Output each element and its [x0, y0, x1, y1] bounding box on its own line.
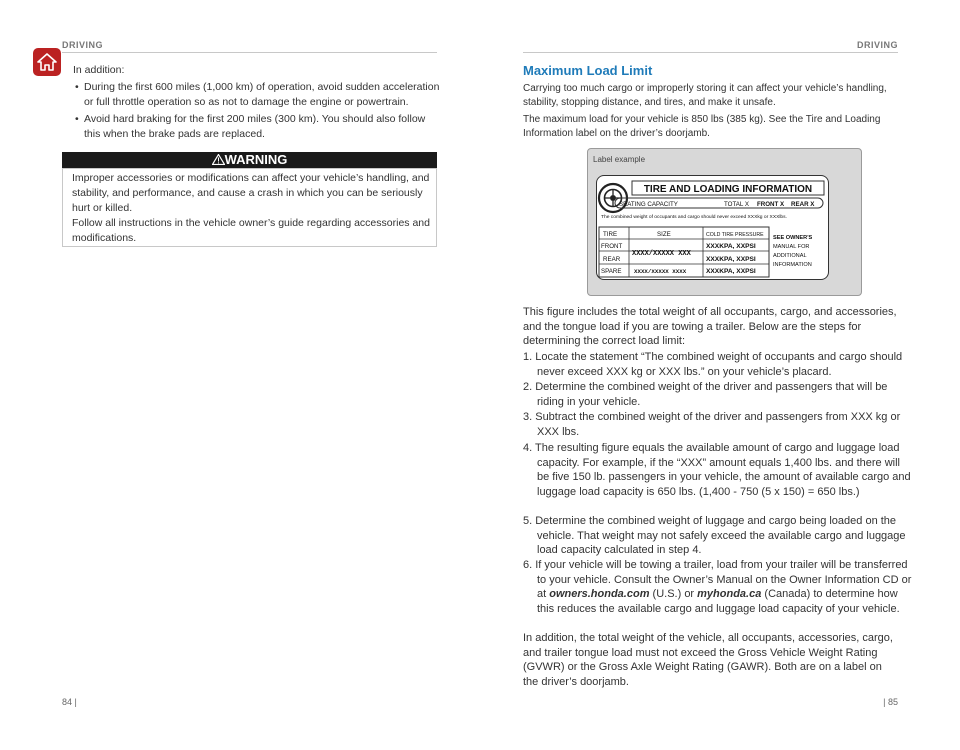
placard-note: INFORMATION [773, 262, 812, 268]
row-tire: SPARE [601, 268, 622, 275]
placard-combined: The combined weight of occupants and cargo should never exceed XXXkg or XXXlbs. [601, 215, 787, 220]
placard-rear: REAR X [791, 201, 815, 208]
warning-text: Improper accessories or modifications can affect your vehicle’s handling, and stability, and performance, and cause a crash in which you can be seriously hurt or killed. [72, 172, 430, 214]
header-divider [523, 52, 898, 53]
intro-text: In addition: [73, 64, 125, 76]
bullet-item: • During the first 600 miles (1,000 km) of operation, avoid sudden acceleration or full throttle operation so as not to damage the engine or powertrain. [73, 80, 444, 110]
row-pressure: XXXKPA, XXPSI [706, 243, 756, 250]
paragraph: Carrying too much cargo or improperly storing it can affect your vehicle’s handling, stability, stopping distance, and tires, and make it unsafe. [523, 83, 887, 108]
placard-front: FRONT X [757, 201, 785, 208]
row-pressure: XXXKPA, XXPSI [706, 256, 756, 263]
placard-total: TOTAL X [724, 201, 749, 208]
step-item: 1. Locate the statement “The combined weight of occupants and cargo should never exceed XXX kg or XXX lbs.” on your vehicle’s placard. [523, 351, 903, 378]
warning-text: Follow all instructions in the vehicle owner’s guide regarding accessories and modifications. [72, 217, 430, 244]
paragraph: This figure includes the total weight of all occupants, cargo, and accessories, and the tongue load if you are towing a trailer. Below are the steps for determining the correct load limit: [523, 306, 897, 348]
paragraph: In addition, the total weight of the vehicle, all occupants, accessories, cargo, and trailer tongue load must not exceed the Gross Vehicle Weight Rating (GVWR) or the Gross Axle Weight Rating (GAWR). Both are on a label on the driver’s doorjamb. [523, 632, 893, 688]
placard-heading: TIRE AND LOADING INFORMATION [643, 184, 813, 195]
row-pressure: XXXKPA, XXPSI [706, 268, 756, 275]
step-item: 2. Determine the combined weight of the driver and passengers that will be riding in your vehicle. [523, 381, 888, 408]
placard-note: MANUAL FOR [773, 244, 810, 250]
row-size: XXXX/XXXXX XXXX [634, 268, 687, 275]
placard-note: SEE OWNER'S [773, 235, 813, 241]
placard-seating: SEATING CAPACITY [619, 201, 678, 208]
step-item: 6. If your vehicle will be towing a trailer, load from your trailer will be transferred to your vehicle. Consult the Owner’s Manual on the Owner Information CD or at owners.honda.com (U.S.) or myhonda.ca (Canada) to determine how this reduces the available cargo and luggage load capacity of your vehicle. [523, 559, 912, 615]
paragraph: The maximum load for your vehicle is 850 lbs (385 kg). See the Tire and Loading Information label on the driver’s doorjamb. [523, 114, 881, 139]
page-number: | 85 [883, 697, 898, 707]
home-button[interactable] [33, 48, 61, 76]
owners-link[interactable]: owners.honda.com [549, 588, 650, 601]
warning-triangle-icon [212, 154, 225, 165]
myhonda-link[interactable]: myhonda.ca [697, 588, 762, 601]
col-pressure: COLD TIRE PRESSURE [706, 232, 764, 238]
row-tire: REAR [603, 256, 621, 263]
section-title: Maximum Load Limit [523, 63, 653, 78]
section-header: DRIVING [62, 40, 104, 50]
step-item: 3. Subtract the combined weight of the driver and passengers from XXX kg or XXX lbs. [523, 411, 901, 438]
placard-graphic [597, 176, 827, 278]
bullet-item: • Avoid hard braking for the first 200 miles (300 km). You should also follow this when the brake pads are replaced. [73, 112, 444, 142]
placard-note: ADDITIONAL [773, 253, 807, 259]
step-item: 5. Determine the combined weight of luggage and cargo being loaded on the vehicle. That weight may not safely exceed the available cargo and luggage load capacity calculated in step 4. [523, 515, 906, 557]
tire-loading-placard [596, 175, 829, 280]
home-icon [37, 53, 57, 71]
row-size: XXXX/XXXXX XXX [632, 250, 691, 258]
header-divider [62, 52, 437, 53]
col-size: SIZE [657, 231, 671, 238]
warning-title: WARNING [62, 152, 437, 168]
label-caption: Label example [593, 155, 646, 164]
page-number: 84 | [62, 697, 77, 707]
col-tire: TIRE [603, 231, 618, 238]
step-item: 4. The resulting figure equals the available amount of cargo and luggage load capacity. For example, if the “XXX” amount equals 1,400 lbs. and there will be five 150 lb. passengers in your vehicle, the amount of available cargo and luggage load capacity is 650 lbs. (1,400 - 750 (5 x 150) = 650 lbs.) [523, 442, 911, 498]
section-header: DRIVING [856, 40, 898, 50]
row-tire: FRONT [601, 243, 623, 250]
